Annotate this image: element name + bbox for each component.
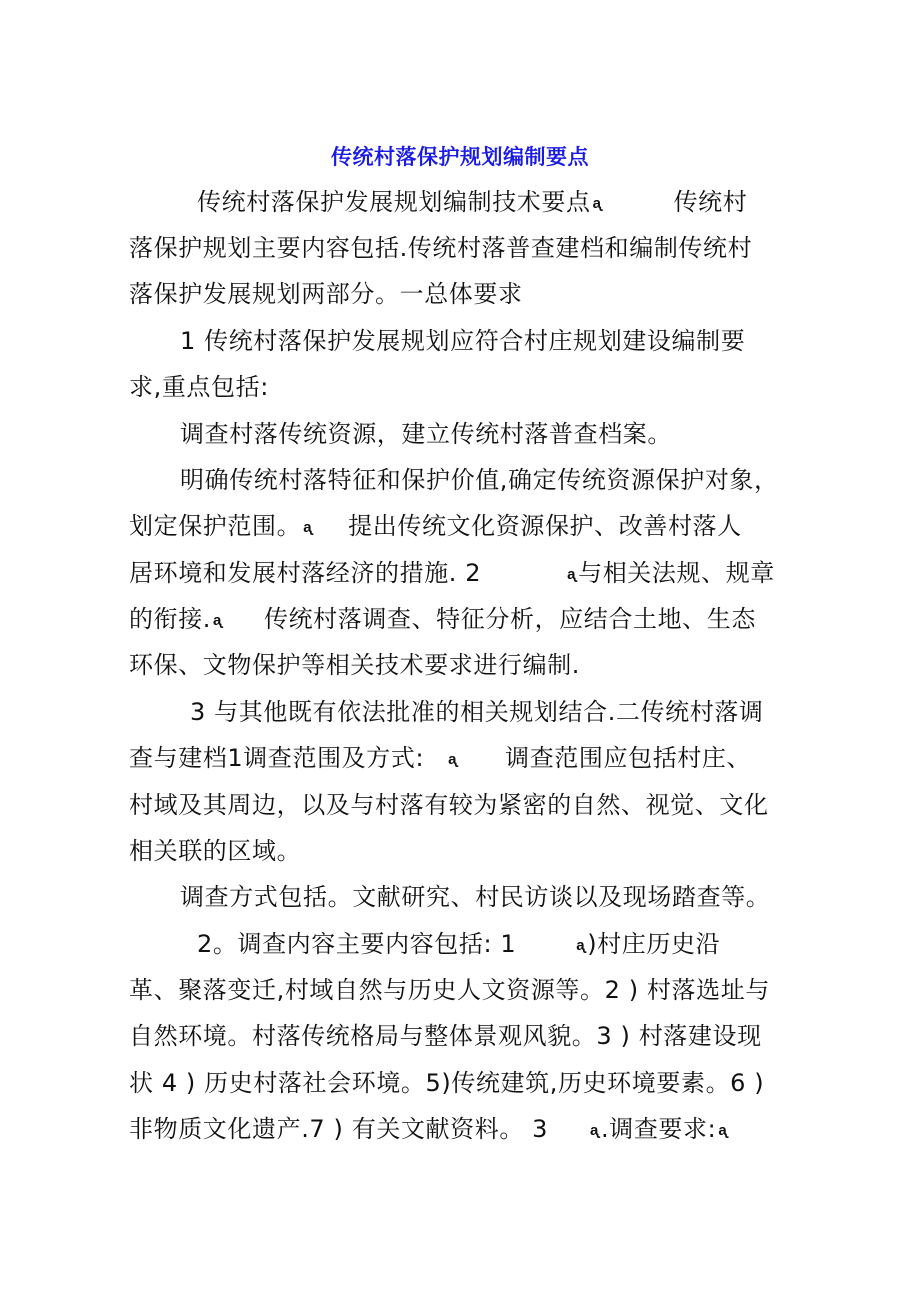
- text-segment: 2。调查内容主要内容包括: 1: [197, 930, 517, 958]
- text-line-13: [129, 742, 809, 775]
- text-segment: 1 传统村落保护发展规划应符合村庄规划建设编制要: [180, 327, 746, 355]
- glyph-mark-icon: ᶏ: [576, 936, 586, 954]
- text-segment: 自然环境。村落传统格局与整体景观风貌。3 ) 村落建设现: [129, 1022, 762, 1050]
- text-line-5: [129, 371, 809, 403]
- text-line-6: [180, 418, 860, 450]
- text-segment: 划定保护范围。: [129, 512, 302, 540]
- text-segment: 传统村落调查、特征分析，应结合土地、生态: [263, 605, 756, 633]
- text-segment: 查与建档1调查范围及方式:: [129, 744, 425, 772]
- text-line-15: [129, 835, 809, 867]
- glyph-mark-icon: ᶏ: [567, 565, 577, 583]
- text-segment: 落保护发展规划两部分。一总体要求: [129, 280, 523, 308]
- document-title: 传统村落保护规划编制要点: [331, 145, 589, 169]
- text-line-3: [129, 278, 809, 310]
- text-line-1: [197, 186, 877, 219]
- text-segment: 调查方式包括。文献研究、村民访谈以及现场踏查等。: [180, 883, 771, 911]
- text-segment: 非物质文化遗产.7 ) 有关文献资料。 3: [129, 1115, 549, 1143]
- text-line-10: [129, 603, 809, 636]
- text-segment: 状 4 ) 历史村落社会环境。5)传统建筑,历史环境要素。6 ): [129, 1069, 765, 1097]
- text-segment: )村庄历史沿: [587, 930, 721, 958]
- text-line-16: [180, 881, 860, 913]
- text-segment: 明确传统村落特征和保护价值,确定传统资源保护对象，: [180, 466, 779, 494]
- text-segment: 革、聚落变迁,村域自然与历史人文资源等。2 ) 村落选址与: [129, 976, 770, 1004]
- text-line-7: [180, 464, 860, 496]
- text-line-12: [190, 696, 870, 728]
- text-segment: 传统村落保护发展规划编制技术要点: [197, 188, 591, 216]
- glyph-mark-icon: ᶏ: [718, 1121, 728, 1139]
- text-line-8: [129, 510, 809, 543]
- text-line-2: [129, 232, 809, 264]
- text-segment: 调查村落传统资源，建立传统村落普查档案。: [180, 420, 672, 448]
- text-segment: 传统村: [673, 188, 748, 216]
- text-line-4: [180, 325, 860, 357]
- text-line-11: [129, 649, 809, 681]
- glyph-mark-icon: ᶏ: [303, 518, 313, 536]
- glyph-mark-icon: ᶏ: [448, 750, 458, 768]
- text-line-20: [129, 1067, 809, 1099]
- text-segment: 与相关法规、规章: [578, 559, 775, 587]
- text-segment: 求,重点包括:: [129, 373, 269, 401]
- text-line-19: [129, 1020, 809, 1052]
- text-line-9: [129, 557, 809, 590]
- text-segment: 相关联的区域。: [129, 837, 302, 865]
- text-segment: 提出传统文化资源保护、改善村落人: [348, 512, 742, 540]
- text-line-21: [129, 1113, 809, 1146]
- text-segment: 村域及其周边，以及与村落有较为紧密的自然、视觉、文化: [129, 791, 769, 819]
- glyph-mark-icon: ᶏ: [213, 611, 222, 629]
- glyph-mark-icon: ᶏ: [590, 1121, 599, 1139]
- text-line-17: [197, 928, 877, 961]
- text-segment: 落保护规划主要内容包括.传统村落普查建档和编制传统村: [129, 234, 753, 262]
- text-segment: 的衔接.: [129, 605, 212, 633]
- text-segment: 环保、文物保护等相关技术要求进行编制.: [129, 651, 581, 679]
- text-line-18: [129, 974, 809, 1006]
- text-segment: 调查范围应包括村庄、: [505, 744, 752, 772]
- text-line-14: [129, 789, 809, 821]
- text-segment: 居环境和发展村落经济的措施. 2: [129, 559, 482, 587]
- glyph-mark-icon: ᶏ: [592, 194, 602, 212]
- text-segment: .调查要求:: [600, 1115, 717, 1143]
- text-segment: 3 与其他既有依法批准的相关规划结合.二传统村落调: [190, 698, 764, 726]
